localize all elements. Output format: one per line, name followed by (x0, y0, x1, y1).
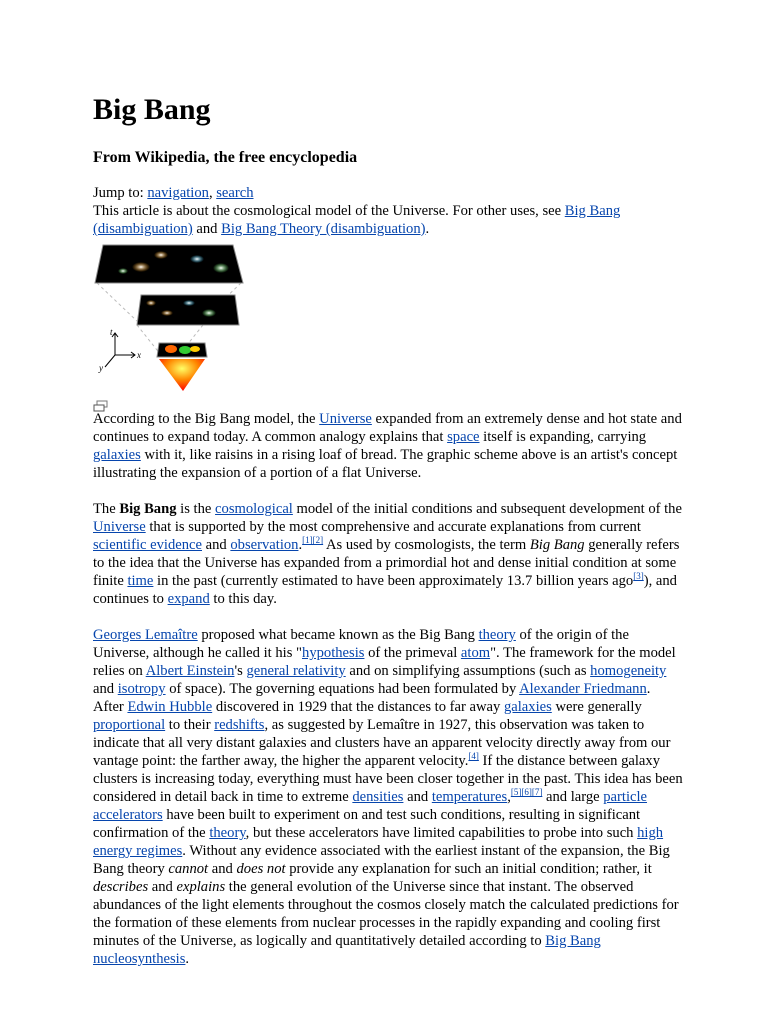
redshifts-link[interactable]: redshifts (214, 717, 265, 733)
slab-middle (137, 295, 239, 325)
general-relativity-link[interactable]: general relativity (246, 663, 346, 679)
text-run: generally refers to the idea that the Universe has expanded from a primordial hot and dense initial condition at some finite (93, 537, 680, 589)
jump-sep: , (208, 185, 217, 201)
text-run: . (298, 537, 303, 553)
axis-x-label: x (137, 350, 141, 360)
big-bang-nucleosynthesis-link[interactable]: Big Bang nucleosynthesis (93, 933, 601, 967)
italic-term: Big Bang (529, 537, 585, 553)
jump-to-line (93, 184, 683, 202)
text-run: . After (93, 681, 651, 715)
text-run: ), and continues to (93, 573, 677, 607)
hatnote-text: This article is about the cosmological model of the Universe. For other uses, see (93, 203, 565, 219)
georges-lemaitre-link[interactable]: Georges Lemaître (93, 627, 198, 643)
text-run: , (507, 789, 511, 805)
proportional-link[interactable]: proportional (93, 717, 166, 733)
time-link[interactable]: time (127, 573, 154, 589)
galaxy-icon (132, 262, 150, 272)
page-title: Big Bang (93, 93, 211, 126)
hatnote-text: and (192, 221, 222, 237)
text-run: that is supported by the most comprehensive and accurate explanations from current (145, 519, 641, 535)
text-run: in the past (currently estimated to have been approximately 13.7 billion years ago (153, 573, 634, 589)
text-run: According to the Big Bang model, the (93, 411, 320, 427)
densities-link[interactable]: densities (352, 789, 404, 805)
text-run: and (93, 681, 118, 697)
isotropy-link[interactable]: isotropy (117, 681, 166, 697)
citation-link[interactable]: [5][6][7] (510, 787, 543, 798)
big-bang-theory-disambiguation-link[interactable]: Big Bang Theory (disambiguation) (221, 221, 426, 237)
atom-link[interactable]: atom (460, 645, 491, 661)
theory-link[interactable]: theory (478, 627, 516, 643)
text-run: with it, like raisins in a rising loaf of bread. The graphic scheme above is an artist's concept illustrating the expansion of a portion of a flat Universe. (93, 447, 678, 481)
text-run: ". The framework for the model relies on (93, 645, 676, 679)
italic-term: describes (93, 879, 149, 895)
theory-link[interactable]: theory (209, 825, 246, 841)
italic-term: does not (236, 861, 286, 877)
text-run: itself is expanding, carrying (479, 429, 647, 445)
jump-prefix: Jump to: (93, 185, 148, 201)
galaxy-icon (213, 263, 229, 273)
text-run: and (148, 879, 177, 895)
italic-term: cannot (168, 861, 209, 877)
text-run: As used by cosmologists, the term (323, 537, 530, 553)
text-run: and on simplifying assumptions (such as (345, 663, 591, 679)
scientific-evidence-link[interactable]: scientific evidence (93, 537, 202, 553)
text-run: and (202, 537, 231, 553)
galaxy-icon (154, 251, 168, 259)
text-run: to their (165, 717, 215, 733)
hot-region (165, 345, 177, 353)
big-bang-disambiguation-link[interactable]: Big Bang (disambiguation) (93, 203, 621, 237)
text-run: and (403, 789, 432, 805)
text-run: to this day. (209, 591, 277, 607)
temperatures-link[interactable]: temperatures (431, 789, 508, 805)
text-run: provide any explanation for such an initial condition; rather, it (285, 861, 652, 877)
axes-icon (105, 333, 135, 367)
text-run: , as suggested by Lemaître in 1927, this observation was taken to indicate that all very distant galaxies and clusters have an apparent velocity directly away from our vantage point: the farther away, the higher the apparent velocity. (93, 717, 671, 769)
galaxy-icon (161, 310, 173, 316)
text-run: . (185, 951, 190, 967)
text-run: and large (542, 789, 604, 805)
galaxies-link[interactable]: galaxies (93, 447, 141, 463)
axis-t-label: t (110, 327, 113, 337)
hypothesis-link[interactable]: hypothesis (302, 645, 365, 661)
text-run: and (208, 861, 237, 877)
hatnote (93, 202, 683, 238)
page-subtitle: From Wikipedia, the free encyclopedia (93, 149, 358, 166)
text-run: model of the initial conditions and subsequent development of the (292, 501, 682, 517)
hot-region (179, 346, 191, 354)
albert-einstein-link[interactable]: Albert Einstein (145, 663, 235, 679)
galaxy-icon (183, 300, 195, 306)
citation-link[interactable]: [1][2] (302, 535, 324, 546)
homogeneity-link[interactable]: homogeneity (590, 663, 667, 679)
axis-y-label: y (99, 363, 103, 373)
jump-navigation-link[interactable]: navigation (147, 185, 209, 201)
text-run: of space). The governing equations had been formulated by (165, 681, 520, 697)
text-run: , but these accelerators have limited capabilities to probe into such (245, 825, 638, 841)
galaxies-link[interactable]: galaxies (503, 699, 552, 715)
cosmological-link[interactable]: cosmological (215, 501, 293, 517)
bold-term: Big Bang (119, 501, 177, 517)
space-link[interactable]: space (447, 429, 480, 445)
citation-link[interactable]: [3] (633, 571, 644, 582)
text-run: of the origin of the Universe, although he called it his " (93, 627, 629, 661)
galaxy-icon (118, 268, 128, 274)
italic-term: explains (176, 879, 226, 895)
paragraph-history (93, 626, 683, 968)
text-run: 's (234, 663, 247, 679)
hot-region (190, 346, 200, 352)
initial-singularity-cone (159, 359, 205, 391)
universe-link[interactable]: Universe (319, 411, 372, 427)
expand-link[interactable]: expand (167, 591, 210, 607)
jump-and-hatnote (93, 184, 683, 238)
text-run: . Without any evidence associated with the earliest instant of the expansion, the Big Bang theory (93, 843, 670, 877)
text-run: The (93, 501, 120, 517)
text-run: is the (176, 501, 216, 517)
observation-link[interactable]: observation (230, 537, 299, 553)
galaxy-icon (190, 255, 204, 263)
article-body (93, 410, 683, 986)
universe-link[interactable]: Universe (93, 519, 146, 535)
text-run: expanded from an extremely dense and hot state and continues to expand today. A common analogy explains that (93, 411, 682, 445)
paragraph-intro (93, 500, 683, 608)
text-run: were generally (551, 699, 642, 715)
text-run: the general evolution of the Universe since that instant. The observed abundances of the light elements throughout the cosmos closely match the calculated predictions for the formation of these elements from nuclear processes in the rapidly expanding and cooling first minutes of the Universe, as logically and quantitatively detailed according to (93, 879, 679, 949)
jump-search-link[interactable]: search (216, 185, 254, 201)
figure-caption (93, 410, 683, 482)
particle-accelerators-link[interactable]: particle accelerators (93, 789, 648, 823)
text-run: discovered in 1929 that the distances to far away (212, 699, 504, 715)
universe-expansion-figure[interactable] (93, 243, 245, 393)
citation-link[interactable]: [4] (468, 751, 479, 762)
galaxy-icon (202, 309, 216, 317)
galaxy-icon (146, 300, 156, 306)
text-run: have been built to experiment on and test such conditions, resulting in significant confirmation of the (93, 807, 641, 841)
text-run: of the primeval (364, 645, 461, 661)
text-run: proposed what became known as the Big Bang (197, 627, 479, 643)
text-run: If the distance between galaxy clusters is increasing today, everything must have been closer together in the past. This idea has been considered in detail back in time to extreme (93, 753, 683, 805)
high-energy-regimes-link[interactable]: high energy regimes (93, 825, 664, 859)
edwin-hubble-link[interactable]: Edwin Hubble (127, 699, 213, 715)
alexander-friedmann-link[interactable]: Alexander Friedmann (519, 681, 647, 697)
hatnote-text: . (425, 221, 430, 237)
